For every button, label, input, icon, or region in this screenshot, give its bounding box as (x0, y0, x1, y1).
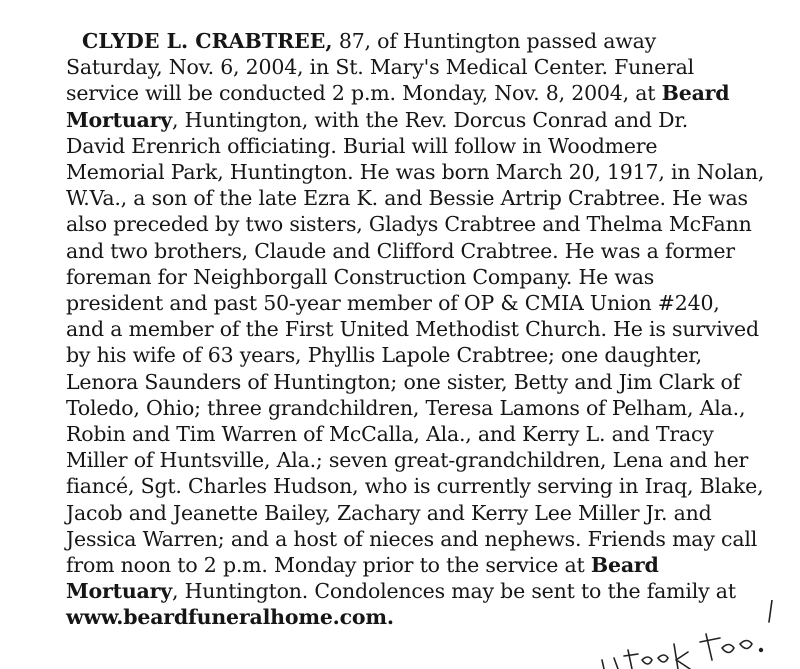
obituary-line-4 (66, 107, 756, 133)
obituary-line-16: Robin and Tim Warren of McCalla, Ala., and Kerry L. and Tracy (66, 422, 714, 447)
funeral-home-name: Mortuary (66, 107, 172, 132)
deceased-name: CLYDE L. CRABTREE, (82, 29, 333, 53)
obituary-line-21 (66, 552, 756, 578)
obituary-clipping (66, 28, 765, 631)
website-link-text: www.beardfuneralhome.com. (66, 605, 394, 630)
obituary-line-5: David Erenrich officiating. Burial will follow in Woodmere (66, 133, 658, 158)
obituary-line-19: Jacob and Jeanette Bailey, Zachary and Kerry Lee Miller Jr. and (66, 500, 712, 525)
obituary-text: , Huntington, with the Rev. Dorcus Conrad and Dr. (171, 107, 689, 132)
obituary-line-9: and two brothers, Claude and Clifford Crabtree. He was a former (66, 238, 735, 263)
obituary-text: from noon to 2 p.m. Monday prior to the service at (66, 553, 591, 578)
obituary-text: , Huntington. Condolences may be sent to the family at (171, 579, 736, 604)
obituary-line-14: Lenora Saunders of Huntington; one sister, Betty and Jim Clark of (66, 369, 741, 394)
obituary-text: service will be conducted 2 p.m. Monday, Nov. 8, 2004, at (66, 81, 662, 106)
obituary-line-10: foreman for Neighborgall Construction Company. He was (66, 264, 655, 289)
obituary-line-2: Saturday, Nov. 6, 2004, in St. Mary's Medical Center. Funeral (66, 55, 695, 80)
obituary-line-7: W.Va., a son of the late Ezra K. and Bessie Artrip Crabtree. He was (66, 186, 748, 211)
obituary-line-15: Toledo, Ohio; three grandchildren, Teresa Lamons of Pelham, Ala., (66, 395, 746, 420)
obituary-line-18: fiancé, Sgt. Charles Hudson, who is currently serving in Iraq, Blake, (66, 474, 764, 499)
handwritten-note (598, 600, 798, 669)
obituary-line-17: Miller of Huntsville, Ala.; seven great-grandchildren, Lena and her (66, 448, 749, 473)
obituary-line-8: also preceded by two sisters, Gladys Crabtree and Thelma McFann (66, 212, 752, 237)
obituary-line-12: and a member of the First United Methodist Church. He is survived (66, 317, 759, 342)
obituary-line-11: president and past 50-year member of OP & CMIA Union #240, (66, 291, 720, 316)
obituary-text: 87, of Huntington passed away (332, 29, 657, 53)
obituary-line-1 (66, 28, 756, 54)
obituary-line-6: Memorial Park, Huntington. He was born March 20, 1917, in Nolan, (66, 160, 765, 185)
funeral-home-name: Mortuary (66, 579, 172, 604)
obituary-line-13: by his wife of 63 years, Phyllis Lapole Crabtree; one daughter, (66, 343, 702, 368)
funeral-home-name: Beard (590, 553, 659, 578)
obituary-line-20: Jessica Warren; and a host of nieces and nephews. Friends may call (66, 526, 758, 551)
funeral-home-name: Beard (661, 81, 730, 106)
obituary-line-3 (66, 80, 756, 106)
